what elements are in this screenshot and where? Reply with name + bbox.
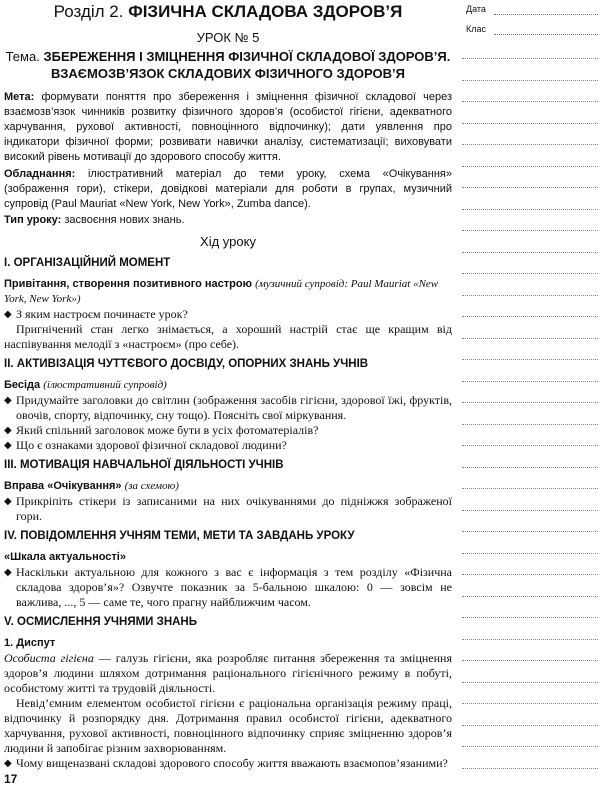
note-line: [462, 703, 598, 704]
note-line: [462, 574, 598, 575]
section-1-heading: I. ОРГАНІЗАЦІЙНИЙ МОМЕНТ: [4, 257, 171, 269]
chapter-prefix: Розділ 2.: [53, 2, 124, 21]
paragraph: Пригнічений стан легко знімається, а хороший настрій стає ще кращим від наспівування мелодії з «настроєм» (про себе).: [4, 322, 452, 351]
note-line: [462, 424, 598, 425]
goal: [4, 90, 452, 165]
note-line: [462, 187, 598, 188]
note-line: [462, 123, 598, 124]
note-line: [462, 230, 598, 231]
note-line: [462, 682, 598, 683]
note-line: [462, 101, 598, 102]
note-line: [462, 166, 598, 167]
note-line: [462, 725, 598, 726]
bullet-item: [4, 307, 452, 322]
equipment: [4, 167, 452, 212]
date-label: Дата: [466, 4, 486, 14]
section-1-sub-italic: (музичний супровід: Paul Mauriat «New York, New York»): [4, 278, 439, 305]
topic-prefix: Тема.: [5, 49, 40, 64]
bullet-text: Наскільки актуальною для кожного з вас є інформація з тем розділу «Фізична складова здоров’я»? Озвучте показник за 5-бальною шкалою: 0 — зовсім не важлива, ..., 5 — саме те, чого прагну найближчим часом.: [16, 565, 452, 609]
note-line: [462, 531, 598, 532]
bullet-item: [4, 494, 452, 524]
bullet-item: [4, 393, 452, 423]
section-4-sub-bold: «Шкала актуальності»: [4, 551, 126, 563]
note-line: [462, 617, 598, 618]
lesson-plan-column: [4, 0, 452, 771]
note-line: [462, 273, 598, 274]
note-line: [462, 252, 598, 253]
topic-line-1: ЗБЕРЕЖЕННЯ І ЗМІЦНЕННЯ ФІЗИЧНОЇ СКЛАДОВОЇ ЗДОРОВ’Я.: [43, 49, 451, 64]
section-4-heading: IV. ПОВІДОМЛЕННЯ УЧНЯМ ТЕМИ, МЕТИ ТА ЗАВДАНЬ УРОКУ: [4, 530, 355, 542]
equipment-text: ілюстративний матеріал до теми уроку, схема «Очікування» (зображення гори), стікери, довідкові матеріали для роботи в групах, музичний супровід (Paul Mauriat «New York, New York», Zumba dance).: [4, 168, 452, 210]
note-line: [462, 338, 598, 339]
lesson-type-text: засвоєння нових знань.: [64, 214, 185, 226]
bullet-icon: ◆: [4, 496, 12, 507]
chapter-title: ФІЗИЧНА СКЛАДОВА ЗДОРОВ’Я: [128, 2, 403, 21]
bullet-text: Чому вищеназвані складові здорового способу життя вважають взаємопов’язаними?: [16, 756, 448, 770]
section-3-sub-bold: Вправа «Очікування»: [4, 480, 122, 492]
section-3-sub-italic: (за схемою): [124, 480, 179, 492]
note-line: [462, 746, 598, 747]
chapter-heading: [4, 2, 452, 24]
topic: [4, 48, 452, 82]
lesson-number: УРОК № 5: [196, 30, 260, 45]
goal-text: формувати поняття про збереження і зміцнення фізичної складової через взаємозв’язок чинників розвитку фізичного здоров’я (особистої гігієни, адекватного харчування, рухової активності, повноцінного відпочинку); дати уявлення про індикатори фізичної форми; розвивати навички аналізу, систематизації; виховувати високий рівень мотивації до здорового способу життя.: [4, 91, 453, 163]
section-3-heading: III. МОТИВАЦІЯ НАВЧАЛЬНОЇ ДІЯЛЬНОСТІ УЧНІВ: [4, 459, 284, 471]
bullet-icon: ◆: [4, 567, 12, 578]
section-3-subheading: [4, 479, 452, 494]
class-field[interactable]: [494, 34, 598, 35]
note-line: [462, 209, 598, 210]
note-line: [462, 80, 598, 81]
bullet-icon: ◆: [4, 440, 12, 451]
lesson-type-label: Тип уроку:: [4, 214, 62, 226]
note-line: [462, 660, 598, 661]
section-2-sub-italic: (ілюстративний супровід): [43, 379, 167, 391]
section-5-sub-bold: 1. Диспут: [4, 637, 56, 649]
bullet-icon: ◆: [4, 425, 12, 436]
goal-label: Мета:: [4, 91, 35, 103]
section-5-subheading: [4, 636, 452, 651]
section-1-subheading: [4, 277, 452, 307]
definition-term: Особиста гігієна: [4, 651, 94, 665]
course-title: Хід уроку: [200, 234, 256, 249]
definition: [4, 651, 452, 696]
bullet-text: Придумайте заголовки до світлин (зображення засобів гігієни, здорової їжі, фруктів, овочів, спорту, відпочинку, сну тощо). Поясніть свої міркування.: [16, 393, 452, 422]
note-line: [462, 58, 598, 59]
section-5-heading: V. ОСМИСЛЕННЯ УЧНЯМИ ЗНАНЬ: [4, 616, 198, 628]
paragraph: Невід’ємним елементом особистої гігієни є раціональна організація режиму праці, відпочинку й розпорядку дня. Дотримання правил особистої гігієни, адекватного харчування, рухової активності, повноцінного відпочинку сприяє зміцненню здоров’я людини й запобігає різним захворюванням.: [4, 696, 452, 755]
note-line: [462, 445, 598, 446]
note-line: [462, 144, 598, 145]
note-line: [462, 295, 598, 296]
section-1-sub-bold: Привітання, створення позитивного настрою: [4, 278, 253, 290]
equipment-label: Обладнання:: [4, 168, 76, 180]
section-2-heading: II. АКТИВІЗАЦІЯ ЧУТТЄВОГО ДОСВІДУ, ОПОРНИХ ЗНАНЬ УЧНІВ: [4, 358, 369, 370]
section-4-subheading: [4, 550, 452, 565]
bullet-item: [4, 438, 452, 453]
bullet-text: З яким настроєм починаєте урок?: [16, 307, 188, 321]
bullet-text: Який спільний заголовок може бути в усіх фотоматеріалів?: [16, 423, 319, 437]
note-line: [462, 488, 598, 489]
bullet-item: [4, 756, 452, 771]
definition-text: — галузь гігієни, яка розробляє питання збереження та зміцнення здоров’я людини шляхом дотримання раціонального гігієнічного режиму в побуті, особистому житті та трудовій діяльності.: [4, 651, 452, 695]
note-line: [462, 510, 598, 511]
note-line: [462, 639, 598, 640]
note-line: [462, 402, 598, 403]
page-number: 17: [4, 772, 18, 786]
class-label: Клас: [466, 24, 486, 34]
note-line: [462, 359, 598, 360]
bullet-text: Прикріпіть стікери із записаними на них очікуваннями до підніжжя зображеної гори.: [16, 494, 452, 523]
date-field[interactable]: [494, 14, 598, 15]
topic-line-2: ВЗАЄМОЗВ’ЯЗОК СКЛАДОВИХ ФІЗИЧНОГО ЗДОРОВ’Я: [51, 66, 405, 81]
note-line: [462, 467, 598, 468]
note-line: [462, 316, 598, 317]
bullet-item: [4, 565, 452, 610]
bullet-icon: ◆: [4, 758, 12, 769]
section-2-subheading: [4, 378, 452, 393]
bullet-icon: ◆: [4, 395, 12, 406]
lesson-type: [4, 213, 452, 228]
section-2-sub-bold: Бесіда: [4, 379, 41, 391]
bullet-item: [4, 423, 452, 438]
bullet-icon: ◆: [4, 309, 12, 320]
note-line: [462, 768, 598, 769]
note-line: [462, 553, 598, 554]
note-line: [462, 381, 598, 382]
bullet-text: Що є ознаками здорової фізичної складової людини?: [16, 438, 287, 452]
notes-column: [456, 0, 600, 792]
note-line: [462, 596, 598, 597]
